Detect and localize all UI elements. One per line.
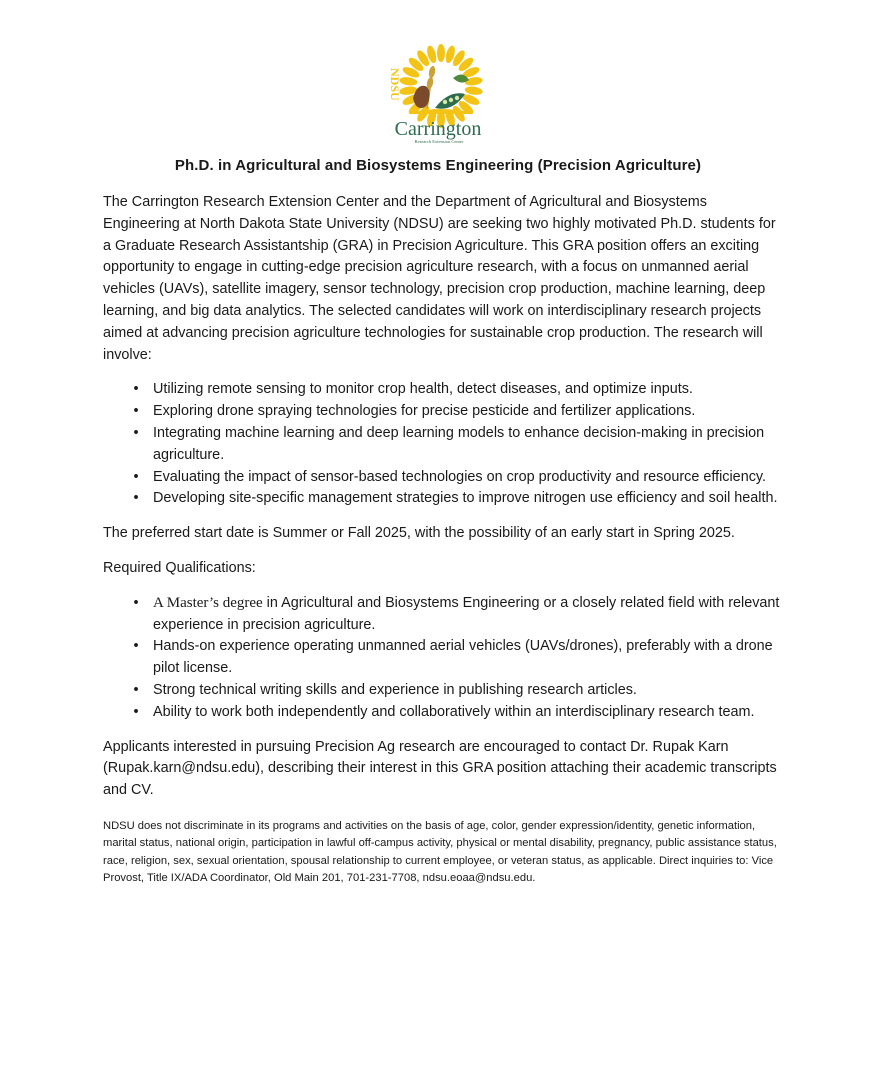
carrington-wordmark: Carrington (394, 118, 482, 140)
list-item: • Ability to work both independently and collaboratively within an interdisciplinary research team. (153, 702, 783, 724)
list-item: • Hands-on experience operating unmanned aerial vehicles (UAVs/drones), preferably with a drone pilot license. (153, 636, 783, 680)
bullet-icon: • (133, 490, 139, 507)
list-item: • Exploring drone spraying technologies for precise pesticide and fertilizer applications. (153, 401, 783, 423)
qualifications-heading: Required Qualifications: (103, 559, 256, 576)
start-date-paragraph: The preferred start date is Summer or Fall 2025, with the possibility of an early start in Spring 2025. (103, 525, 735, 542)
svg-text:NDSU: NDSU (388, 68, 402, 101)
list-item: • Developing site-specific management strategies to improve nitrogen use efficiency and soil health. (153, 488, 783, 510)
list-item: • Strong technical writing skills and experience in publishing research articles. (153, 680, 783, 702)
qualifications-list (103, 593, 783, 724)
research-list (103, 379, 783, 510)
carrington-logo (383, 38, 493, 148)
bullet-icon: • (133, 468, 139, 485)
list-item: • Utilizing remote sensing to monitor crop health, detect diseases, and optimize inputs. (153, 379, 783, 401)
carrington-subtitle: Research Extension Center (414, 139, 464, 144)
list-item: • Integrating machine learning and deep learning models to enhance decision-making in precision agriculture. (153, 423, 783, 467)
contact-paragraph: Applicants interested in pursuing Precision Ag research are encouraged to contact Dr. Rupak Karn (Rupak.karn@ndsu.edu), describing their interest in this GRA position attaching their academic transcripts and CV. (103, 738, 777, 799)
list-item: • A Master’s degree in Agricultural and Biosystems Engineering or a closely related field with relevant experience in precision agriculture. (153, 593, 783, 637)
bullet-icon: • (133, 681, 139, 698)
bullet-icon: • (133, 703, 139, 720)
bullet-icon: • (133, 403, 139, 420)
intro-paragraph: The Carrington Research Extension Center and the Department of Agricultural and Biosystems Engineering at North Dakota State University (NDSU) are seeking two highly motivated Ph.D. students for a Graduate Research Assistantship (GRA) in Precision Agriculture. This GRA position offers an exciting opportunity to engage in cutting-edge precision agriculture research, with a focus on unmanned aerial vehicles (UAVs), satellite imagery, sensor technology, precision crop production, machine learning, deep learning, and big data analytics. The selected candidates will work on interdisciplinary research projects aimed at advancing precision agriculture technologies for sustainable crop production. The research will involve: (103, 194, 776, 363)
body-content (103, 192, 783, 888)
bullet-icon: • (133, 638, 139, 655)
list-item: • Evaluating the impact of sensor-based technologies on crop productivity and resource efficiency. (153, 467, 783, 489)
bullet-icon: • (133, 424, 139, 441)
bullet-icon: • (133, 381, 139, 398)
nondiscrimination-statement: NDSU does not discriminate in its programs and activities on the basis of age, color, gender expression/identity, genetic information, marital status, national origin, participation in lawful off-campus activity, physical or mental disability, pregnancy, public assistance status, race, religion, sex, sexual orientation, spousal relationship to current employee, or veteran status, as applicable. Direct inquiries to: Vice Provost, Title IX/ADA Coordinator, Old Main 201, 701-231-7708, ndsu.eoaa@ndsu.edu. (103, 819, 777, 885)
page-title: Ph.D. in Agricultural and Biosystems Engineering (Precision Agriculture) (174, 157, 702, 174)
bullet-icon: • (133, 594, 139, 611)
